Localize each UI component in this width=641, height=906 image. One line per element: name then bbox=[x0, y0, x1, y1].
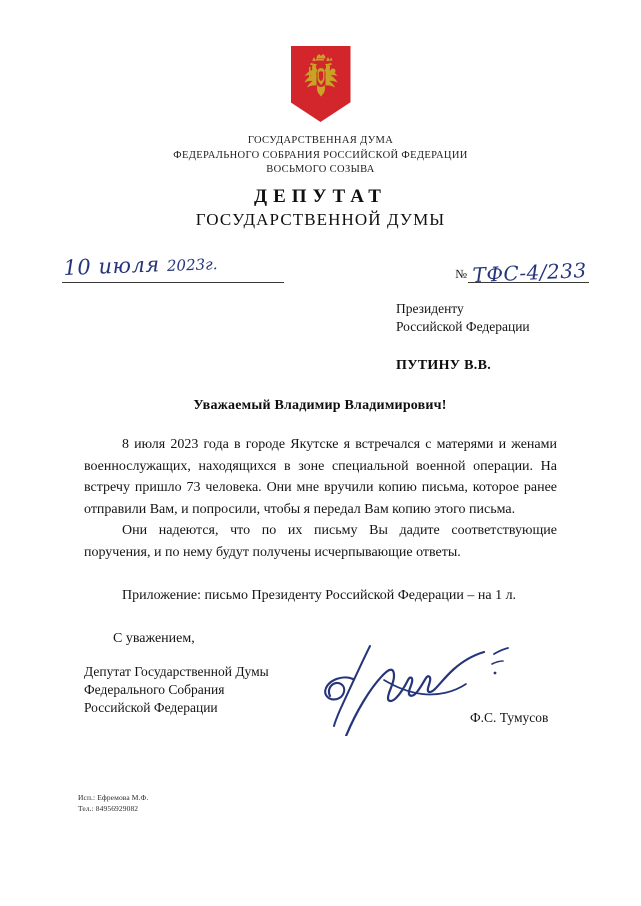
addressee-block bbox=[396, 300, 530, 335]
addressee-name: ПУТИНУ В.В. bbox=[396, 358, 492, 373]
regards-line: С уважением, bbox=[113, 631, 195, 646]
signer-title bbox=[84, 663, 269, 717]
signer-title-line-3: Российской Федерации bbox=[84, 700, 218, 715]
footer-phone: Тел.: 84956929082 bbox=[78, 804, 139, 813]
letter-body bbox=[84, 434, 557, 563]
handwritten-number: ТФС-4/233 bbox=[471, 258, 587, 288]
document-title-sub: ГОСУДАРСТВЕННОЙ ДУМЫ bbox=[195, 210, 446, 229]
number-label: № bbox=[455, 267, 467, 281]
organisation-header bbox=[0, 134, 641, 178]
signer-title-line-1: Депутат Государственной Думы bbox=[84, 664, 269, 679]
date-and-number-row bbox=[62, 252, 589, 290]
date-month: июля bbox=[97, 252, 161, 279]
signer-name: Ф.С. Тумусов bbox=[470, 710, 549, 725]
date-day: 10 bbox=[63, 254, 92, 280]
date-rule bbox=[62, 282, 284, 283]
signer-title-line-2: Федерального Собрания bbox=[84, 682, 225, 697]
org-line-1: ГОСУДАРСТВЕННАЯ ДУМА bbox=[247, 135, 394, 146]
addressee-line-1: Президенту bbox=[396, 301, 464, 316]
document-title-main: ДЕПУТАТ bbox=[254, 186, 387, 207]
handwritten-date bbox=[63, 250, 218, 280]
addressee-line-2: Российской Федерации bbox=[396, 318, 530, 334]
salutation: Уважаемый Владимир Владимирович! bbox=[193, 398, 447, 413]
footer-executor: Исп.: Ефремова М.Ф. bbox=[78, 793, 149, 802]
org-line-2: ФЕДЕРАЛЬНОГО СОБРАНИЯ РОССИЙСКОЙ ФЕДЕРАЦИИ bbox=[173, 149, 468, 161]
attachment-line: Приложение: письмо Президенту Российской Федерации – на 1 л. bbox=[122, 588, 517, 603]
body-paragraph-1: 8 июля 2023 года в городе Якутске я встречался с матерями и женами военнослужащих, находящихся в зоне специальной военной операции. На встречу пришло 73 человека. Они мне вручили копию письма, которое ранее отправили Вам, и попросили, чтобы я передал Вам копию этого письма. bbox=[84, 437, 557, 517]
footer-block bbox=[78, 792, 149, 814]
double-headed-eagle-icon bbox=[296, 54, 346, 108]
org-line-3: ВОСЬМОГО СОЗЫВА bbox=[266, 164, 375, 175]
body-paragraph-2: Они надеются, что по их письму Вы дадите соответствующие поручения, и по нему будут получены исчерпывающие ответы. bbox=[84, 523, 557, 560]
date-year: 2023г. bbox=[166, 255, 218, 276]
coat-of-arms-emblem bbox=[0, 46, 641, 122]
